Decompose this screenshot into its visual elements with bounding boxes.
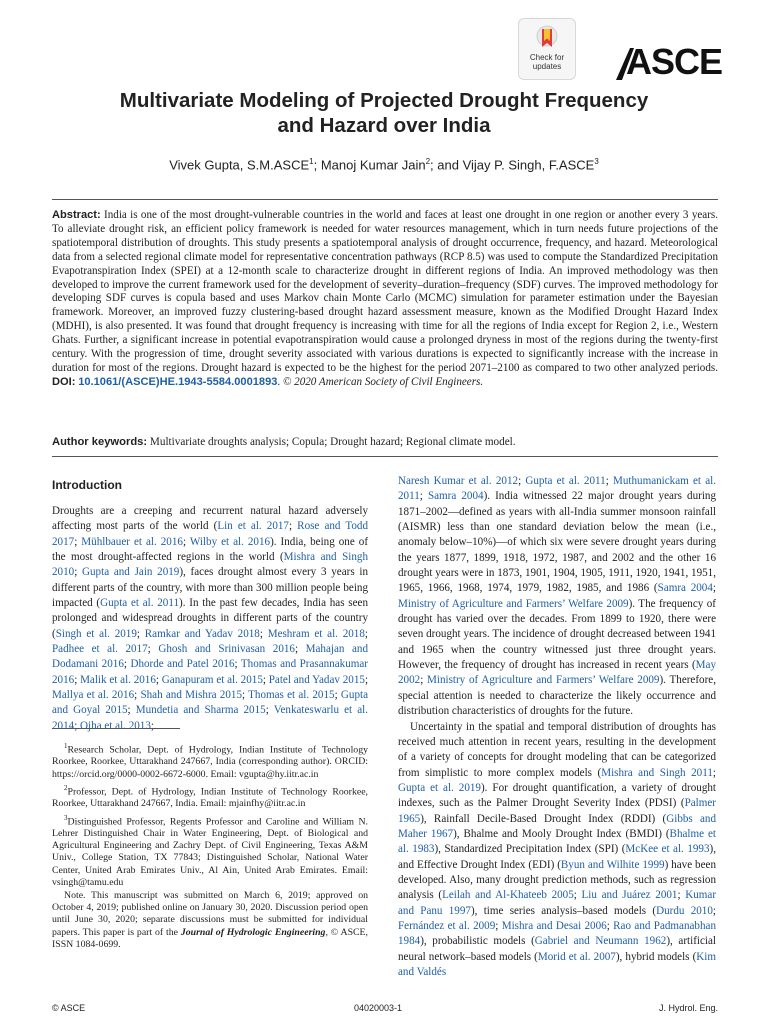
body-text: ). India, being one of the most drought-affected regions in the world ( bbox=[52, 535, 369, 564]
citation-link[interactable]: McKee et al. 1993 bbox=[625, 843, 710, 856]
body-text: ; bbox=[677, 889, 686, 902]
citation-link[interactable]: Bhalme et al. 1983 bbox=[398, 827, 716, 856]
citation-link[interactable]: Mallya et al. 2016 bbox=[52, 689, 135, 702]
body-text: ; bbox=[606, 919, 614, 932]
body-text: ; bbox=[573, 889, 582, 902]
body-text: ). Therefore, special attention is needed to characterize the likely occurrence and distribution characteristics of droughts for the future. bbox=[398, 674, 716, 718]
body-text: ; bbox=[419, 490, 428, 503]
body-text: ; bbox=[136, 627, 145, 640]
body-text: ; bbox=[495, 919, 502, 932]
footnotes bbox=[52, 740, 368, 952]
citation-link[interactable]: Liu and Juárez 2001 bbox=[581, 889, 678, 902]
citation-link[interactable]: Mühlbauer et al. 2016 bbox=[81, 535, 183, 548]
body-text: ; bbox=[294, 643, 306, 656]
citation-link[interactable]: Gibbs and Maher 1967 bbox=[398, 812, 717, 840]
citation-link[interactable]: Padhee et al. 2017 bbox=[52, 643, 148, 656]
abstract-heading: Abstract: bbox=[52, 209, 101, 221]
citation-link[interactable]: Morid et al. 2007 bbox=[537, 950, 616, 963]
bookmark-ribbon-icon bbox=[536, 25, 558, 53]
submission-note: Note. This manuscript was submitted on March 6, 2019; approved on October 4, 2019; published online on January 30, 2020. Discussion period open until June 30, 2020; separate discussions must be submitted for individual papers. This paper is part of the Journal of Hydrologic Engineering, © ASCE, ISSN 1084-0699. bbox=[52, 890, 368, 950]
body-text: ), hybrid models ( bbox=[615, 950, 697, 963]
body-text: ; bbox=[147, 643, 159, 656]
body-text: ; bbox=[134, 689, 141, 702]
body-text: ), Rainfall Decile-Based Drought Index (RDDI) ( bbox=[420, 812, 667, 825]
body-text: ; bbox=[234, 658, 241, 671]
citation-link[interactable]: Durdu 2010 bbox=[656, 904, 713, 917]
abstract-top-rule bbox=[52, 199, 718, 200]
citation-link[interactable]: Mundetia and Sharma 2015 bbox=[135, 704, 266, 717]
body-text: ; bbox=[182, 535, 190, 548]
doi-label: DOI: bbox=[52, 375, 76, 388]
body-text: ; bbox=[712, 904, 716, 917]
citation-link[interactable]: Wilby et al. 2016 bbox=[189, 535, 271, 548]
citation-link[interactable]: Samra 2004 bbox=[427, 490, 484, 503]
citation-link[interactable]: Naresh Kumar et al. 2012 bbox=[398, 475, 519, 487]
citation-link[interactable]: Singh et al. 2019 bbox=[55, 627, 137, 640]
intro-paragraph-2 bbox=[398, 720, 716, 981]
body-text: ; bbox=[518, 475, 526, 487]
paper-title: Multivariate Modeling of Projected Drought Frequency and Hazard over India bbox=[119, 89, 649, 137]
footer-journal-abbrev: J. Hydrol. Eng. bbox=[658, 1003, 718, 1013]
body-text: ; bbox=[74, 566, 82, 579]
citation-link[interactable]: Ghosh and Srinivasan 2016 bbox=[158, 643, 295, 656]
citation-link[interactable]: Gupta et al. 2011 bbox=[100, 597, 180, 610]
abstract-text: India is one of the most drought-vulnerable countries in the world and faces at least one drought in one region or another every 3 years. To alleviate drought risk, an efficient policy framework is needed for water resources management, which in turn needs future projections of the spatiotemporal distribution of droughts. This study presents a spatiotemporal analysis of drought occurrence, frequency, and hazard. Meteorological data from a selected regional climate model for representative concentration pathways (RCP 8.5) was used to compute the Standardized Precipitation Evapotranspiration Index (SPEI) at a 12-month scale to characterize drought in different regions of India. An improved methodology was then developed to improve the current framework used for the development of severity–duration–frequency (SDF) curves. The improved methodology for developing SDF curves is copula based and uses Markov chain Monte Carlo (MCMC) simulation for parameter estimation under the Bayesian framework. Moreover, an improved fuzzy clustering-based drought hazard assessment measure, known as the Modified Drought Hazard Index (MDHI), is also presented. It was found that drought frequency is increasing with time for all the regions of India except for Region 2, i.e., Western Ghats. Further, a significant increase in potential evapotranspiration would cause a prolonged dryness in most of the regions during the twenty-first century. With the progression of time, drought severity associated with various durations is expected to significantly increase with the increase in duration for most of the regions. Drought hazard is expected to be the highest for the period 2071–2100 as compared to two other analyzed periods. bbox=[52, 209, 718, 374]
intro-column-left bbox=[52, 504, 368, 734]
body-text: ; bbox=[74, 719, 81, 732]
citation-link[interactable]: Mahajan and Dodamani 2016 bbox=[52, 643, 369, 671]
body-text: ; bbox=[155, 673, 162, 686]
citation-link[interactable]: Gupta and Goyal 2015 bbox=[52, 689, 369, 717]
body-text: ; bbox=[74, 673, 81, 686]
body-text: Droughts are a creeping and recurrent natural hazard adversely affecting most parts of the world ( bbox=[52, 505, 368, 533]
footer-article-number: 04020003-1 bbox=[354, 1003, 403, 1013]
citation-link[interactable]: Lin et al. 2017 bbox=[217, 520, 289, 533]
citation-link[interactable]: Dhorde and Patel 2016 bbox=[130, 658, 235, 671]
citation-link[interactable]: Gupta and Jain 2019 bbox=[82, 566, 180, 579]
abstract: Abstract: India is one of the most drought-vulnerable countries in the world and faces at least one drought in one region or another every 3 years. To alleviate drought risk, an efficient policy framework is needed for water resources management, which in turn needs future projections of the spatiotemporal distribution of droughts. This study presents a spatiotemporal analysis of drought occurrence, frequency, and hazard. Meteorological data from a selected regional climate model for representative concentration pathways (RCP 8.5) was used to compute the Standardized Precipitation Evapotranspiration Index (SPEI) at a 12-month scale to characterize drought in different regions of India. An improved methodology was then developed to improve the current framework used for the development of severity–duration–frequency (SDF) curves. The improved methodology for developing SDF curves is copula based and uses Markov chain Monte Carlo (MCMC) simulation for parameter estimation under the Bayesian framework. Moreover, an improved fuzzy clustering-based drought hazard assessment measure, known as the Modified Drought Hazard Index (MDHI), is also presented. It was found that drought frequency is increasing with time for all the regions of India except for Region 2, i.e., Western Ghats. Further, a significant increase in potential evapotranspiration would cause a prolonged dryness in most of the regions during the twenty-first century. With the progression of time, drought severity associated with various durations is expected to significantly increase with the increase in duration for most of the regions. Drought hazard is expected to be the highest for the period 2071–2100 as compared to two other analyzed periods. DOI: 10.1061/(ASCE)HE.1943-5584.0001893. © 2020 American Society of Civil Engineers. bbox=[52, 209, 718, 388]
badge-line-2: updates bbox=[532, 62, 562, 71]
citation-link[interactable]: Ministry of Agriculture and Farmers’ Welfare 2009 bbox=[427, 674, 660, 687]
body-text: ; bbox=[265, 704, 274, 717]
doi-link[interactable]: 10.1061/(ASCE)HE.1943-5584.0001893 bbox=[78, 375, 278, 388]
body-text: ). In the past few decades, India has seen prolonged and widespread droughts in different parts of the country ( bbox=[52, 597, 368, 640]
citation-link[interactable]: Ramkar and Yadav 2018 bbox=[144, 627, 260, 640]
body-text: ; bbox=[150, 719, 154, 732]
keywords-heading: Author keywords: bbox=[52, 436, 148, 448]
body-text: ; bbox=[712, 582, 716, 595]
author-jain: ; Manoj Kumar Jain bbox=[313, 157, 426, 173]
author-affil-1: 1 bbox=[309, 157, 314, 166]
citation-link[interactable]: Mishra and Singh 2010 bbox=[52, 551, 368, 579]
footer-copyright: © ASCE bbox=[52, 1003, 86, 1013]
citation-link[interactable]: Mishra and Desai 2006 bbox=[501, 919, 607, 932]
citation-link[interactable]: Byun and Wilhite 1999 bbox=[560, 858, 665, 871]
citation-link[interactable]: Thomas et al. 2015 bbox=[248, 689, 335, 702]
body-text: ; bbox=[712, 766, 716, 779]
body-text: ; bbox=[123, 658, 131, 671]
intro-paragraph-1-cont bbox=[398, 474, 716, 720]
footnote-3: $^3$Distinguished Professor, Regents Professor and Caroline and William N. Lehrer Distinguished Chair in Water Engineering, Dept. of Biological and Agricultural Engineering and Zachry Dept. of Civil Engineering, Texas A&M Univ., College Station, TX 77843; Distinguished Scholar, National Water Center, United Arab Emirates Univ., Al Ain, United Arab Emirates. Email: vsingh@tamu.edu bbox=[52, 813, 368, 888]
citation-link[interactable]: Patel and Yadav 2015 bbox=[268, 673, 365, 686]
copyright-notice: © 2020 American Society of Civil Engineers. bbox=[282, 375, 484, 388]
body-text: ) have been developed. Also, many drought prediction methods, such as regression analysis ( bbox=[398, 858, 716, 902]
citation-link[interactable]: Gabriel and Neumann 1962 bbox=[534, 935, 667, 948]
citation-link[interactable]: Malik et al. 2016 bbox=[80, 673, 156, 686]
citation-link[interactable]: Thomas and Prasannakumar 2016 bbox=[52, 658, 368, 686]
check-for-updates-badge[interactable] bbox=[518, 18, 576, 80]
citation-link[interactable]: Samra 2004 bbox=[657, 582, 713, 595]
citation-link[interactable]: Rao and Padmanabhan 1984 bbox=[398, 919, 716, 948]
body-text: ). For drought quantification, a variety of drought indexes, such as the Palmer Drought Severity Index (PDSI) ( bbox=[398, 781, 716, 810]
keywords-bottom-rule bbox=[52, 456, 718, 457]
citation-link[interactable]: Palmer 1965 bbox=[398, 797, 716, 825]
citation-link[interactable]: May 2002 bbox=[398, 659, 716, 687]
body-text: ), Bhalme and Mooly Drought Index (BMDI) ( bbox=[453, 827, 670, 840]
body-text: ). India witnessed 22 major drought years during 1871–2002—defined as years with all-India summer monsoon rainfall (AISMR) less than one standard deviation below the mean (i.e., anomaly below–10%)—of which six were severe drought years during the years 1877, 1899, 1918, 1972, 1987, and 2002 and the other 16 drought years were in 1873, 1901, 1904, 1905, 1911, 1920, 1941, 1951, 1965, 1966, 1968, 1974, 1979, 1982, 1985, and 1986 ( bbox=[398, 490, 716, 595]
citation-link[interactable]: Leilah and Al-Khateeb 2005 bbox=[442, 889, 574, 902]
body-text: ). The frequency of drought has varied over the decades. From 1899 to 1920, there were seven drought years. The incidence of drought decreased between 1941 and 1965 when the country witnessed just three drought years. However, the frequency of drought has increased in recent years ( bbox=[398, 597, 716, 672]
citation-link[interactable]: Fernández et al. 2009 bbox=[398, 919, 496, 932]
footnote-rule bbox=[52, 728, 180, 729]
intro-column-right bbox=[398, 474, 716, 980]
asce-logo bbox=[612, 42, 732, 82]
body-text: ), time series analysis–based models ( bbox=[470, 904, 657, 917]
body-text: ; bbox=[259, 627, 268, 640]
citation-link[interactable]: Venkateswarlu et al. 2014 bbox=[52, 704, 369, 732]
body-text: ), Standardized Precipitation Index (SPI) ( bbox=[434, 843, 626, 856]
footnote-1: $^1$Research Scholar, Dept. of Hydrology, Indian Institute of Technology Roorkee, Roorkee, Uttarakhand 247667, India (corresponding author). ORCID: https://orcid.org/0000-0002-6672-6000. Email: vgupta@hy.iitr.ac.in bbox=[52, 742, 368, 780]
keywords-text: Multivariate droughts analysis; Copula; Drought hazard; Regional climate model. bbox=[149, 436, 516, 448]
journal-name: Journal of Hydrologic Engineering bbox=[180, 926, 326, 938]
body-text: ), artificial neural network–based models ( bbox=[398, 935, 716, 963]
author-list bbox=[80, 157, 688, 172]
citation-link[interactable]: Ganapuram et al. 2015 bbox=[161, 673, 263, 686]
body-text: ; bbox=[74, 535, 82, 548]
author-keywords bbox=[52, 435, 718, 449]
citation-link[interactable]: Mishra and Singh 2011 bbox=[601, 766, 713, 779]
body-text: ; bbox=[242, 689, 249, 702]
citation-link[interactable]: Ojha et al. 2013 bbox=[80, 719, 151, 732]
body-text: ; bbox=[420, 674, 428, 687]
body-text: ; bbox=[364, 627, 368, 640]
citation-link[interactable]: Muthumanickam et al. 2011 bbox=[398, 475, 716, 503]
body-text: ; bbox=[127, 704, 136, 717]
body-text: ), probabilistic models ( bbox=[420, 935, 535, 948]
author-affil-2: 2 bbox=[425, 157, 431, 166]
body-text: ; bbox=[334, 689, 341, 702]
citation-link[interactable]: Meshram et al. 2018 bbox=[267, 627, 365, 640]
citation-link[interactable]: Gupta et al. 2011 bbox=[525, 475, 606, 487]
body-text: Uncertainty in the spatial and temporal distribution of droughts has received much attention in recent years, resulting in the development of a variety of concepts for drought modeling that can be categorized from simplistic to more complex models ( bbox=[398, 720, 716, 779]
body-text: ; bbox=[288, 520, 298, 533]
body-text: ), faces drought almost every 3 years in different parts of the country, with more than 300 million people being impacted ( bbox=[52, 566, 368, 610]
author-gupta: Vivek Gupta, S.M.ASCE bbox=[169, 157, 310, 173]
introduction-heading: Introduction bbox=[52, 478, 122, 492]
body-text: ; bbox=[605, 475, 613, 487]
author-singh: ; and Vijay P. Singh, F.ASCE bbox=[430, 157, 595, 173]
body-text: ; bbox=[262, 673, 269, 686]
asce-logo-text: ASCE bbox=[626, 41, 723, 82]
body-text: ), and Effective Drought Index (EDI) ( bbox=[398, 843, 716, 871]
citation-link[interactable]: Gupta et al. 2019 bbox=[398, 781, 481, 794]
page-footer bbox=[52, 1003, 718, 1017]
citation-link[interactable]: Kumar and Panu 1997 bbox=[398, 889, 717, 917]
citation-link[interactable]: Rose and Todd 2017 bbox=[52, 520, 369, 548]
citation-link[interactable]: Ministry of Agriculture and Farmers’ Welfare 2009 bbox=[398, 597, 629, 610]
intro-paragraph-1 bbox=[52, 504, 368, 734]
footnote-2: $^2$Professor, Dept. of Hydrology, Indian Institute of Technology Roorkee, Roorkee, Uttarakhand 247667, India. Email: mjainfhy@iitr.ac.in bbox=[52, 783, 368, 810]
author-affil-3: 3 bbox=[594, 157, 599, 166]
citation-link[interactable]: Kim and Valdés bbox=[398, 950, 717, 978]
body-text: ; bbox=[364, 673, 369, 686]
citation-link[interactable]: Shah and Mishra 2015 bbox=[140, 689, 242, 702]
badge-line-1: Check for bbox=[529, 53, 565, 62]
